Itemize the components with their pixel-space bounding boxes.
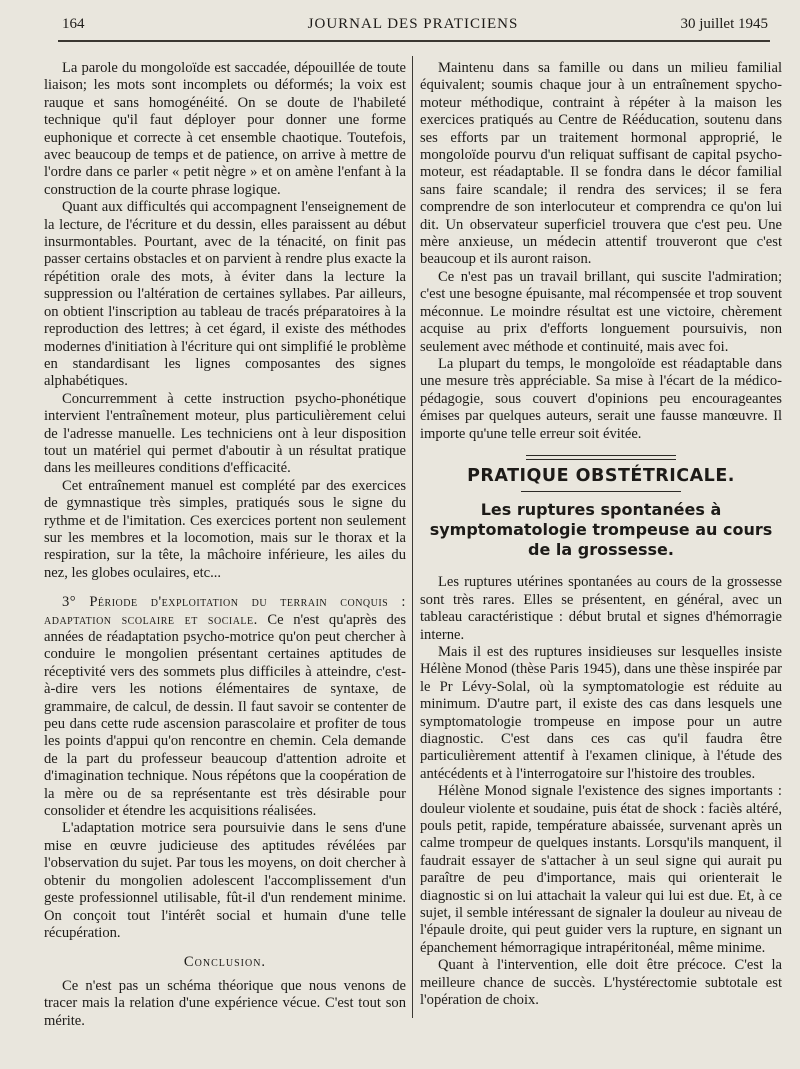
paragraph: Concurremment à cette instruction psycho-phonétique intervient l'entraînement moteur, plus particulièrement celui de l'adresse manuelle. Les techniciens ont à leur disposition tout un matériel qui permet d'aboutir à un résultat pratique dans les meilleures conditions d'efficacité. [44, 390, 406, 477]
paragraph: La parole du mongoloïde est saccadée, dépouillée de toute liaison; les mots sont incomplets ou déformés; la voix est rauque et sans homogénéité. On se doute de l'habileté technique qu'il faut déployer pour donner une forme euphonique et correcte à cet ensemble chaotique. Toutefois, avec beaucoup de temps et de patience, on arrive à mettre de l'ordre dans ce parler « petit nègre » et on amène l'enfant à la construction de la courte phrase logique. [44, 60, 406, 198]
header-rule [58, 40, 770, 42]
page-header [58, 14, 768, 38]
paragraph: Hélène Monod signale l'existence des signes importants : douleur violente et soudaine, puis état de shock : faciès altéré, pouls petit, rapide, température abaissée, survenant après un calme trompeur de quelques instants. Lorsqu'ils manquent, il faudrait essayer de s'attacher à un seul signe qui aurait pu paraître de peu d'importance, mais qui orienterait le diagnostic si on lui attachait la valeur qui lui est due. Et, à ce sujet, il semble intéressant de signaler la douleur au niveau de l'épaule droite, qui peut guider vers la rupture, en signant un épanchement hémorragique intrapéritonéal, même minime. [420, 783, 782, 956]
title-rule [521, 491, 681, 492]
right-column [420, 60, 782, 1010]
column-divider [412, 56, 413, 1018]
paragraph: Mais il est des ruptures insidieuses sur lesquelles insiste Hélène Monod (thèse Paris 1945), dans une thèse inspirée par le Pr Lévy-Solal, où la symptomatologie est réduite au minimum. D'autre part, il existe des cas dans lesquels une symptomatologie trompeuse en impose pour un autre diagnostic. C'est dans ces cas qu'il faudra être particulièrement attentif à l'examen clinique, à l'étude des antécédents et à l'interrogatoire sur l'histoire des troubles. [420, 643, 782, 782]
conclusion-heading: Conclusion. [183, 954, 267, 971]
paragraph: La plupart du temps, le mongoloïde est réadaptable dans une mesure très appréciable. Sa mise à l'écart de la médico-pédagogie, sous couvert d'opinions peu encourageantes émises par quelques auteurs, serait une fausse manœuvre. Il importe qu'une telle erreur soit évitée. [420, 355, 782, 442]
period-3-body: Ce n'est qu'après des années de réadaptation psycho-motrice qu'on peut chercher à conduire le mongolien présentant certaines aptitudes de réceptivité vers des sommets plus difficiles à atteindre, c'est-à-dire vers les notions élémentaires de syntaxe, de grammaire, de calcul, de dessin. Il faut savoir se contenter de peu dans cette rude ascension parascolaire et profiter de tous les points d'appui qu'on rencontre en chemin. Cela demande de la part du professeur beaucoup d'attention adroite et d'imagination technique. Nous répétons que la coopération de la mère ou de sa représentante est très désirable pour consolider et étendre les acquisitions réalisées. [44, 611, 406, 820]
section-title: PRATIQUE OBSTÉTRICALE. [467, 465, 735, 486]
article-title: Les ruptures spontanées à symptomatologie trompeuse au cours de la grossesse. [429, 500, 773, 560]
paragraph: Cet entraînement manuel est complété par des exercices de gymnastique très simples, pratiqués sous le signe du rythme et de l'imitation. Ces exercices portent non seulement sur les membres et la locomotion, mais sur le thorax et la respiration, sur la tête, la mâchoire inférieure, les ailes du nez, les globes oculaires, etc... [44, 477, 406, 581]
paragraph: Quant à l'intervention, elle doit être précoce. C'est la meilleure chance de succès. L'hystérectomie subtotale est l'opération de choix. [420, 957, 782, 1009]
section-rule [526, 455, 676, 460]
paragraph: L'adaptation motrice sera poursuivie dans le sens d'une mise en œuvre judicieuse des aptitudes révélées par l'observation du sujet. Par tous les moyens, on doit chercher à obtenir du mongolien adolescent l'accomplissement d'un geste professionnel utilisable, fût-il d'un rendement minime. On conçoit tout l'intérêt social et humain d'une telle récupération. [44, 820, 406, 941]
paragraph: Ce n'est pas un travail brillant, qui suscite l'admiration; c'est une besogne épuisante, mal récompensée et trop souvent méconnue. Le moindre résultat est une victoire, chèrement acquise au prix d'efforts longuement poursuivis, non seulement avec méthode et continuité, mais avec foi. [420, 268, 782, 355]
paragraph: Quant aux difficultés qui accompagnent l'enseignement de la lecture, de l'écriture et du dessin, elles paraissent au début insurmontables. Pourtant, avec de la ténacité, on finit pas passer certains obstacles et on parvient à rendre plus exacte la répétition orale des mots, à éviter dans la lecture la suppression ou l'altération de certaines syllabes. Par ailleurs, on obtient l'inscription au tableau de tracés préparatoires à la reproduction des lettres; à cet égard, il existe des méthodes modernes d'initiation à l'écriture qui ont simplifié le problème en standardisant les lignes composantes des signes alphabétiques. [44, 199, 406, 390]
period-3-heading: 3° Période d'exploitation du terrain conquis : adaptation scolaire et sociale. [44, 594, 406, 628]
paragraph-period-3 [44, 594, 406, 820]
page-number: 164 [62, 16, 85, 32]
left-column [44, 60, 406, 1030]
journal-title: JOURNAL DES PRATICIENS [307, 16, 519, 32]
issue-date: 30 juillet 1945 [680, 16, 768, 32]
paragraph: Maintenu dans sa famille ou dans un milieu familial équivalent; soumis chaque jour à un entraînement spycho-moteur méthodique, contraint à répéter à la maison les exercices pratiqués au Centre de Rééducation, soutenu dans ses efforts par un traitement hormonal approprié, le mongoloïde pourvu d'un reliquat suffisant de capital psycho-moteur, est réadaptable. Il se fondra dans le décor familial sans faire scandale; il rendra des services; il se fera comprendre de son interlocuteur et comprendra ce qu'on lui dit. Un observateur superficiel trouvera que c'est peu. Une mère anxieuse, un médecin attentif trouveront que c'est beaucoup et ils auront raison. [420, 60, 782, 268]
paragraph: Les ruptures utérines spontanées au cours de la grossesse sont très rares. Elles se présentent, en général, avec un tableau caractéristique : début brutal et signes d'hémorragie interne. [420, 574, 782, 643]
paragraph: Ce n'est pas un schéma théorique que nous venons de tracer mais la relation d'une expérience vécue. C'est tout son mérite. [44, 977, 406, 1029]
